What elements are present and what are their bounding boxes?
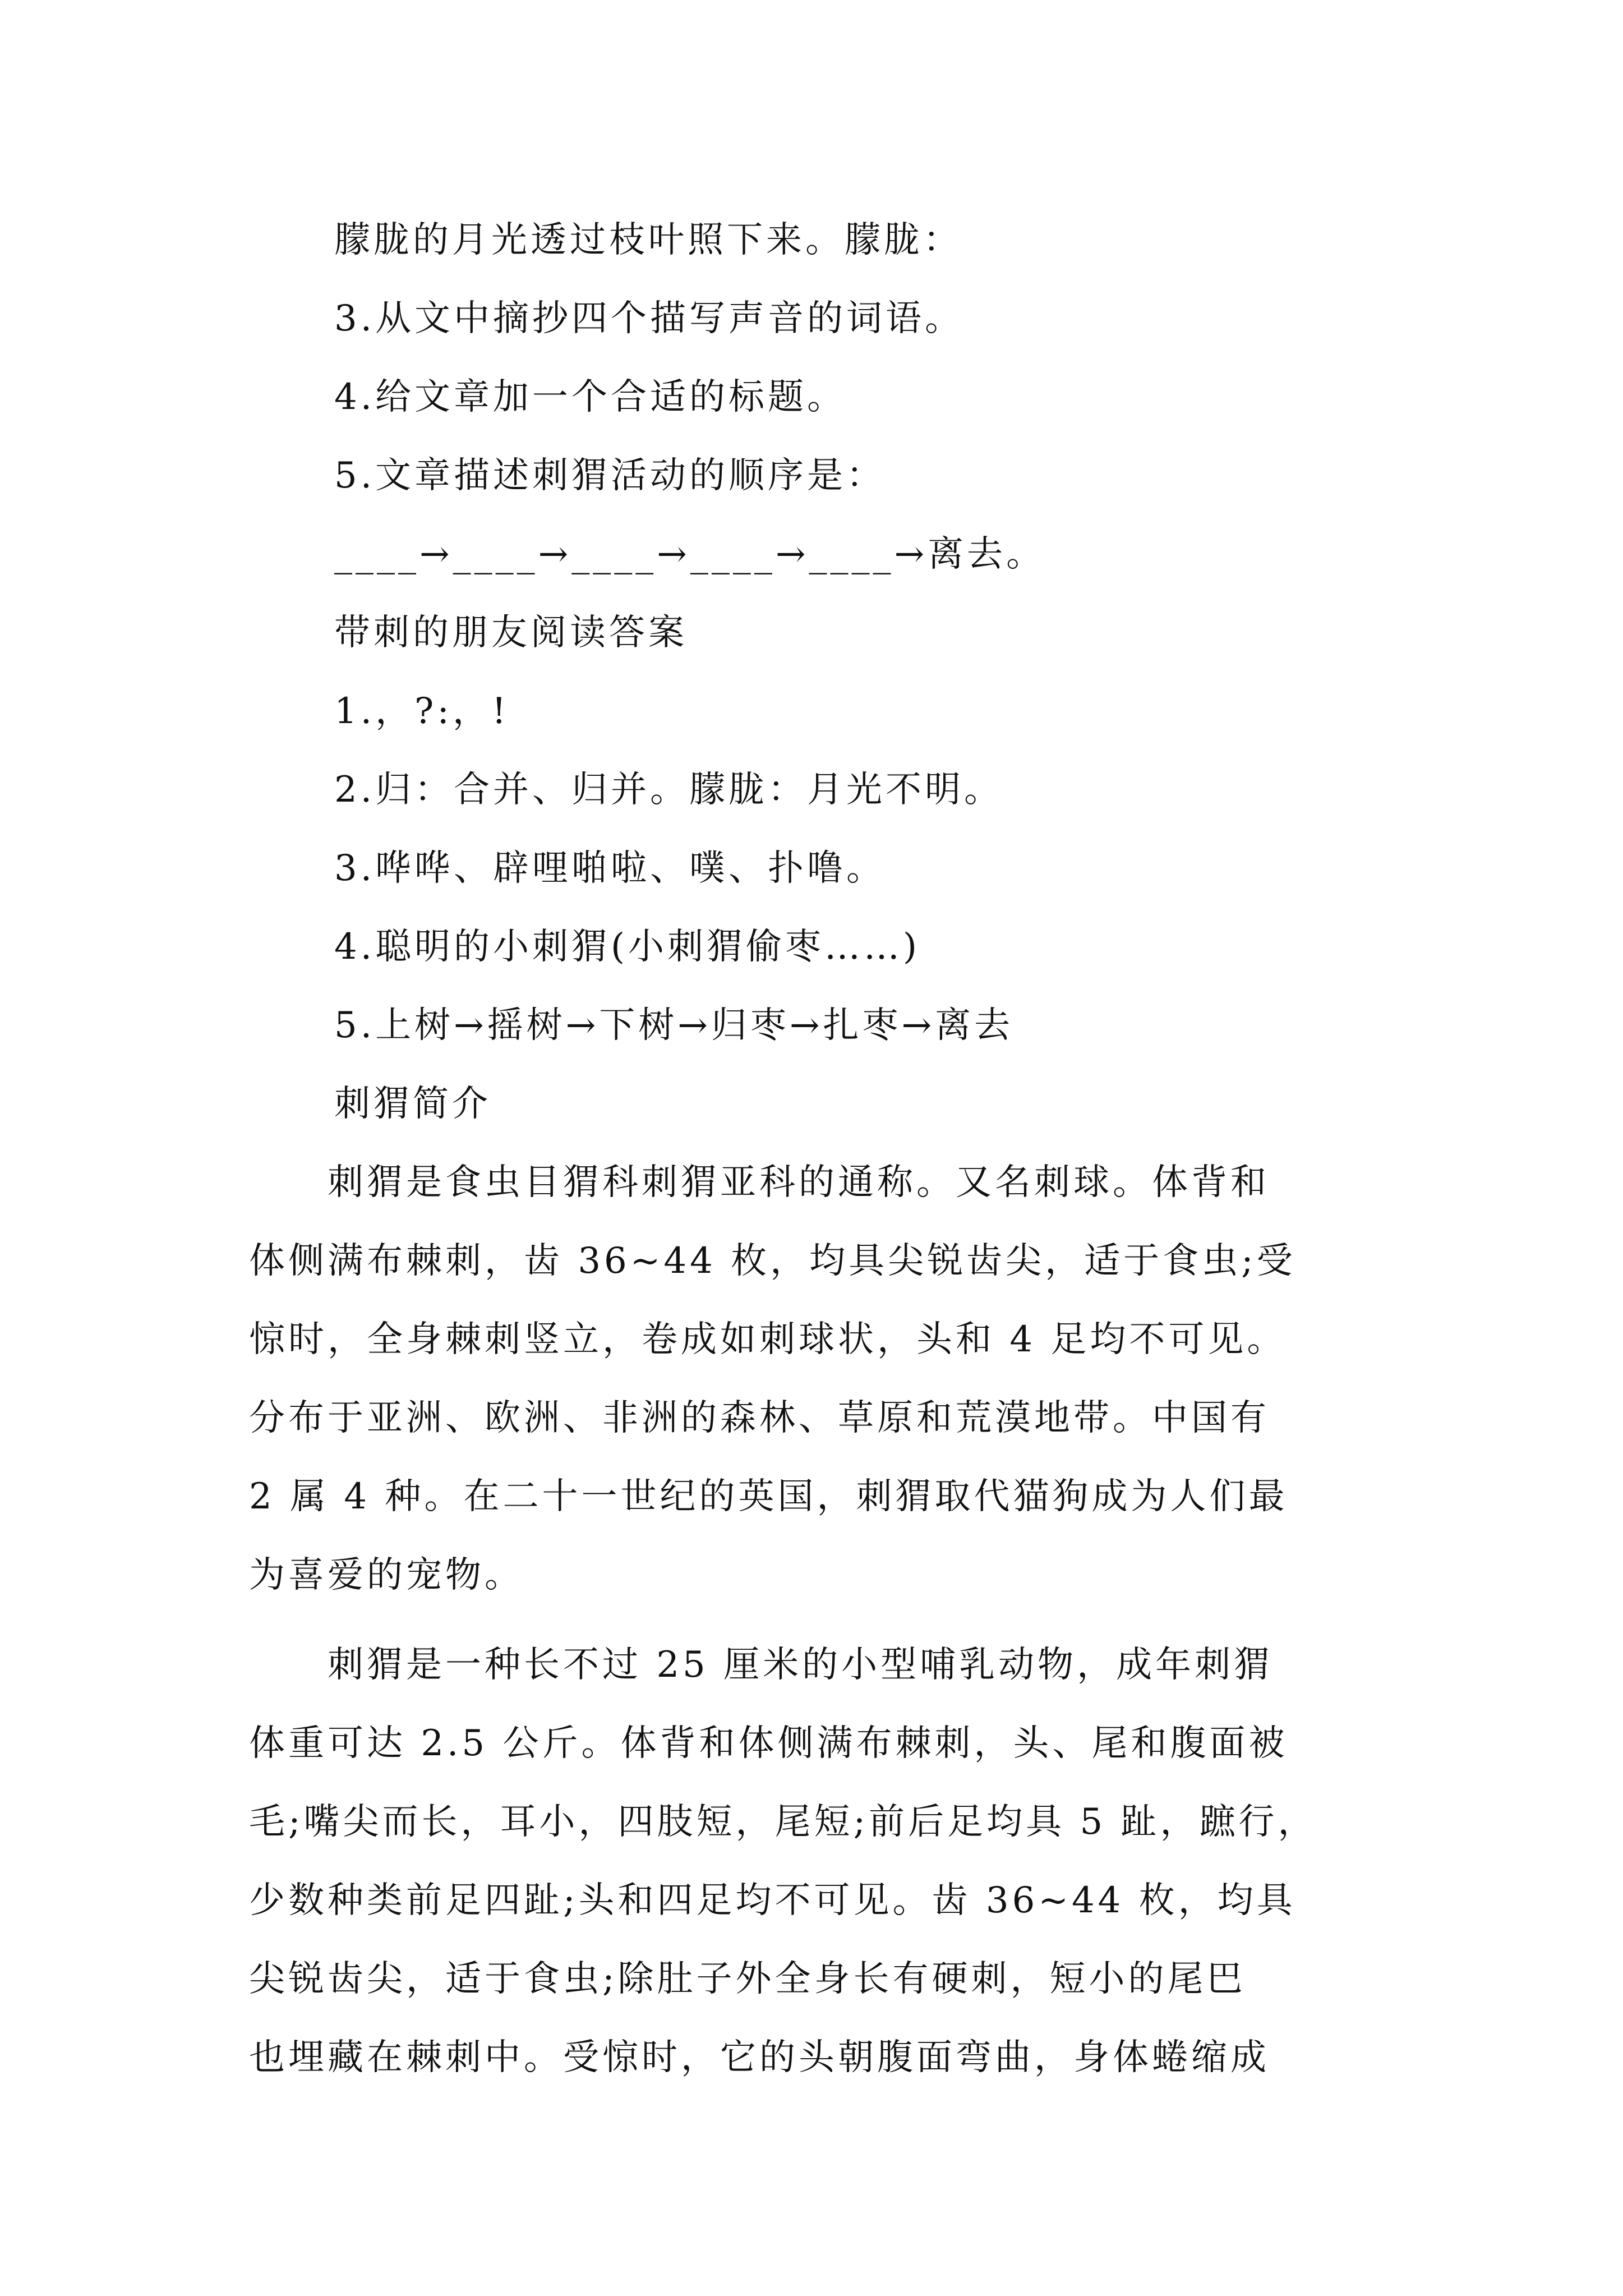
intro-paragraph-1-line: 体侧满布棘刺，齿 36~44 枚，均具尖锐齿尖，适于食虫;受 <box>249 1240 1296 1282</box>
question-5: 5.文章描述刺猬活动的顺序是： <box>334 455 886 496</box>
question-3: 3.从文中摘抄四个描写声音的词语。 <box>334 298 965 339</box>
answer-3: 3.哗哗、辟哩啪啦、噗、扑噜。 <box>334 848 886 889</box>
intro-paragraph-2-line: 少数种类前足四趾;头和四足均不可见。齿 36~44 枚，均具 <box>249 1880 1296 1921</box>
intro-paragraph-2-line: 体重可达 2.5 公斤。体背和体侧满布棘刺，头、尾和腹面被 <box>249 1723 1288 1764</box>
intro-paragraph-1-line: 2 属 4 种。在二十一世纪的英国，刺猬取代猫狗成为人们最 <box>249 1476 1288 1517</box>
intro-paragraph-1-line: 为喜爱的宠物。 <box>249 1554 524 1596</box>
question-menglong-line: 朦胧的月光透过枝叶照下来。朦胧： <box>334 219 962 261</box>
intro-paragraph-2-line: 尖锐齿尖，适于食虫;除肚子外全身长有硬刺，短小的尾巴 <box>249 1958 1246 2000</box>
intro-paragraph-2-line: 刺猬是一种长不过 25 厘米的小型哺乳动物，成年刺猬 <box>249 1644 1274 1686</box>
question-4: 4.给文章加一个合适的标题。 <box>334 376 847 418</box>
intro-heading: 刺猬简介 <box>334 1083 491 1125</box>
intro-paragraph-2-line: 也埋藏在棘刺中。受惊时，它的头朝腹面弯曲，身体蜷缩成 <box>249 2037 1270 2078</box>
answer-4: 4.聪明的小刺猬(小刺猬偷枣……) <box>334 926 920 968</box>
question-5-blanks: ____→____→____→____→____→离去。 <box>334 533 1046 575</box>
answer-2: 2.归：合并、归并。朦胧：月光不明。 <box>334 769 1004 811</box>
intro-paragraph-1-line: 分布于亚洲、欧洲、非洲的森林、草原和荒漠地带。中国有 <box>249 1397 1270 1439</box>
intro-paragraph-1-line: 惊时，全身棘刺竖立，卷成如刺球状，头和 4 足均不可见。 <box>249 1319 1287 1360</box>
answers-heading: 带刺的朋友阅读答案 <box>334 612 688 654</box>
intro-paragraph-2-line: 毛;嘴尖而长，耳小，四肢短，尾短;前后足均具 5 趾，蹠行， <box>249 1801 1317 1843</box>
intro-paragraph-1-line: 刺猬是食虫目猬科刺猬亚科的通称。又名刺球。体背和 <box>249 1162 1270 1203</box>
answer-1: 1.，?:，! <box>334 691 510 732</box>
answer-5: 5.上树→摇树→下树→归枣→扎枣→离去 <box>334 1005 1014 1046</box>
